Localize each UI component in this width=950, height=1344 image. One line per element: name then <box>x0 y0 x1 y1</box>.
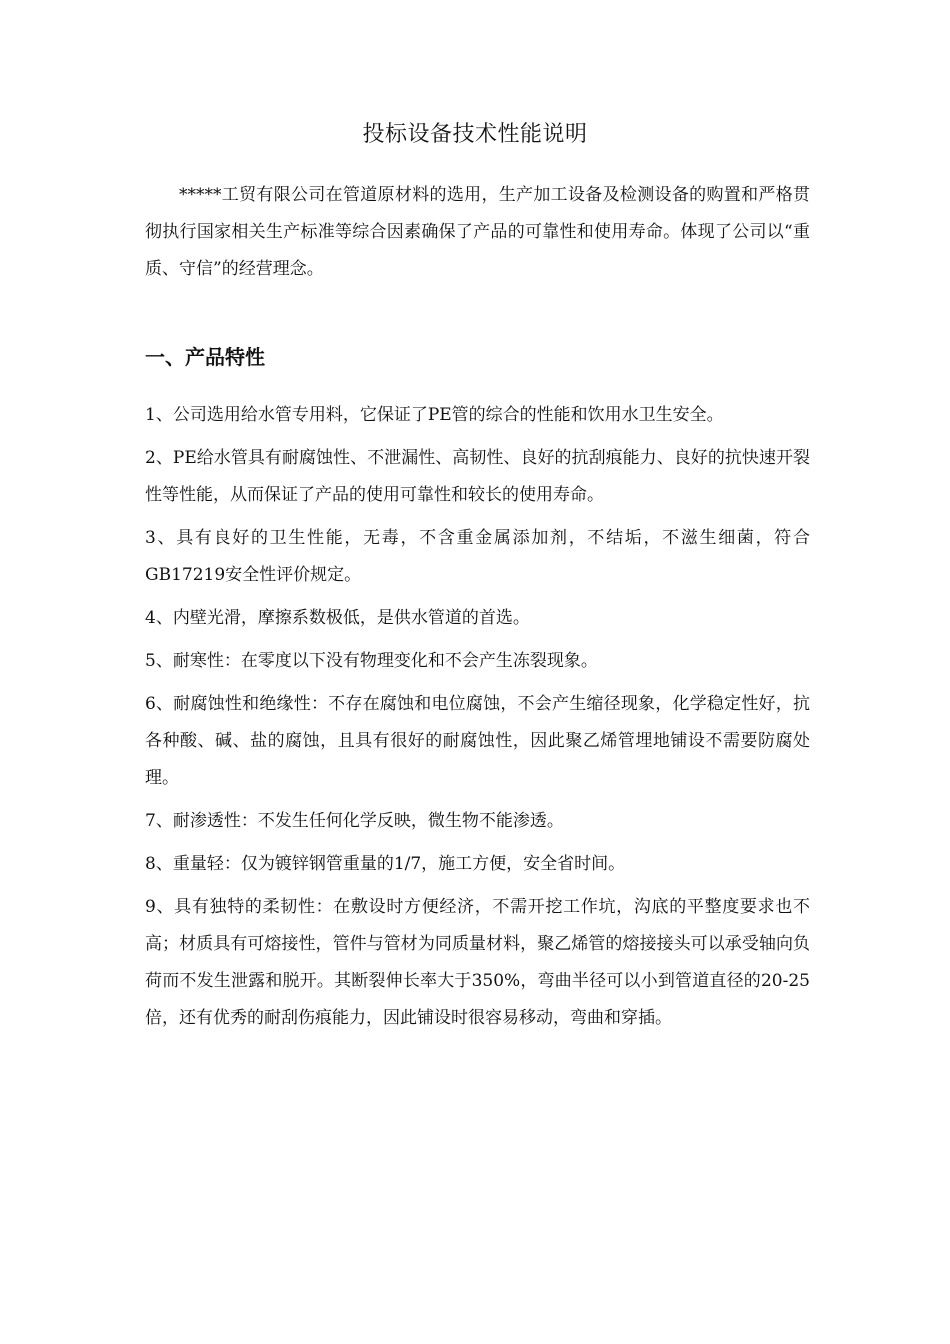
list-item: 2、PE给水管具有耐腐蚀性、不泄漏性、高韧性、良好的抗刮痕能力、良好的抗快速开裂性等性能，从而保证了产品的使用可靠性和较长的使用寿命。 <box>145 448 810 505</box>
list-item: 9、具有独特的柔韧性：在敷设时方便经济，不需开挖工作坑，沟底的平整度要求也不高；材质具有可熔接性，管件与管材为同质量材料，聚乙烯管的熔接接头可以承受轴向负荷而不发生泄露和脱开。其断裂伸长率大于350%，弯曲半径可以小到管道直径的20-25倍，还有优秀的耐刮伤痕能力，因此铺设时很容易移动，弯曲和穿插。 <box>145 897 810 1028</box>
list-item: 4、内壁光滑，摩擦系数极低，是供水管道的首选。 <box>145 608 530 628</box>
intro-paragraph: *****工贸有限公司在管道原材料的选用，生产加工设备及检测设备的购置和严格贯彻执行国家相关生产标准等综合因素确保了产品的可靠性和使用寿命。体现了公司以“重质、守信”的经营理念。 <box>145 185 810 279</box>
list-item: 5、耐寒性：在零度以下没有物理变化和不会产生冻裂现象。 <box>145 651 598 671</box>
feature-list <box>145 397 810 1043</box>
list-item: 3、具有良好的卫生性能，无毒，不含重金属添加剂，不结垢，不滋生细菌，符合GB17219安全性评价规定。 <box>145 528 810 585</box>
list-item: 6、耐腐蚀性和绝缘性：不存在腐蚀和电位腐蚀，不会产生缩径现象，化学稳定性好，抗各种酸、碱、盐的腐蚀，且具有很好的耐腐蚀性，因此聚乙烯管埋地铺设不需要防腐处理。 <box>145 694 810 788</box>
list-item: 8、重量轻：仅为镀锌钢管重量的1/7，施工方便，安全省时间。 <box>145 854 626 874</box>
document-title: 投标设备技术性能说明 <box>362 122 588 147</box>
list-item: 1、公司选用给水管专用料，它保证了PE管的综合的性能和饮用水卫生安全。 <box>145 405 724 425</box>
list-item: 7、耐渗透性：不发生任何化学反映，微生物不能渗透。 <box>145 811 564 831</box>
section-heading: 一、产品特性 <box>145 345 265 369</box>
